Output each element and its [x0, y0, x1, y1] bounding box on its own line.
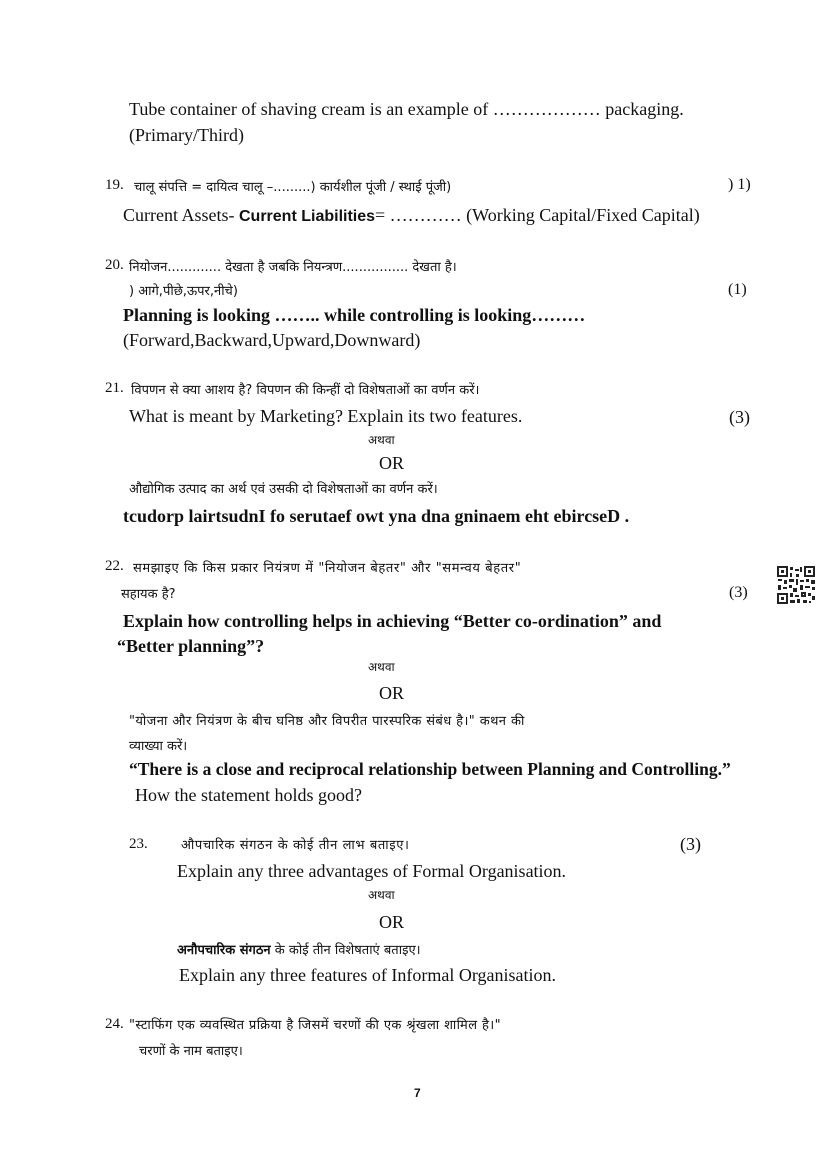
q23-or: OR: [379, 912, 405, 932]
q22-or: OR: [379, 683, 405, 703]
q19-number: 19.: [105, 177, 124, 193]
q23-alt-hindi-rest: के कोई तीन विशेषताएं बताइए।: [270, 943, 421, 958]
q20-english-options: (Forward,Backward,Upward,Downward): [123, 330, 421, 350]
q21-number: 21.: [105, 380, 124, 396]
q22-hindi-line2: सहायक है?: [121, 587, 176, 602]
q20-hindi-line2: ) आगे,पीछे,ऊपर,नीचे): [129, 284, 238, 299]
q19-english-part3: = ………… (Working Capital/Fixed Capital): [375, 205, 700, 225]
q24-number: 24.: [105, 1016, 124, 1032]
q19-marks: ) 1): [728, 176, 751, 193]
q19-english: [123, 205, 700, 226]
q22-athva: अथवा: [368, 660, 395, 674]
q22-alt-english-line2: How the statement holds good?: [135, 785, 362, 805]
q22-alt-english-line1: “There is a close and reciprocal relationship between Planning and Controlling.”: [129, 759, 731, 779]
q24-hindi-line1: "स्टाफिंग एक व्यवस्थित प्रक्रिया है जिसमें चरणों की एक श्रृंखला शामिल है।": [129, 1018, 501, 1033]
q21-alt-hindi: औद्योगिक उत्पाद का अर्थ एवं उसकी दो विशेषताओं का वर्णन करें।: [129, 482, 438, 497]
q20-number: 20.: [105, 257, 124, 273]
page-number: 7: [414, 1086, 421, 1100]
q19-english-part1: Current Assets-: [123, 205, 239, 225]
q23-alt-hindi: [177, 940, 421, 958]
q19-hindi: चालू संपत्ति = दायित्व चालू –.........) कार्यशील पूंजी / स्थाई पूंजी): [134, 180, 452, 195]
q18-options: (Primary/Third): [129, 125, 244, 145]
q19-english-part2: Current Liabilities: [239, 208, 376, 225]
q22-number: 22.: [105, 558, 124, 574]
q22-alt-hindi-line2: व्याख्या करें।: [129, 739, 188, 754]
q18-line1: Tube container of shaving cream is an example of ……………… packaging.: [129, 99, 684, 119]
q22-english-line2: “Better planning”?: [117, 636, 265, 656]
q22-english-line1: Explain how controlling helps in achieving “Better co-ordination” and: [123, 611, 662, 631]
q24-hindi-line2: चरणों के नाम बताइए।: [139, 1044, 243, 1059]
q20-hindi-line1: नियोजन............. देखता है जबकि नियन्त्रण................ देखता है।: [129, 260, 457, 275]
q23-english: Explain any three advantages of Formal Organisation.: [177, 861, 567, 881]
q22-marks: (3): [729, 584, 748, 601]
q21-english: What is meant by Marketing? Explain its two features.: [129, 406, 523, 426]
q20-english-line1: Planning is looking …….. while controlling is looking………: [123, 305, 586, 325]
q23-hindi: औपचारिक संगठन के कोई तीन लाभ बताइए।: [181, 838, 410, 853]
q23-alt-english: Explain any three features of Informal Organisation.: [179, 965, 557, 985]
q21-marks: (3): [729, 407, 750, 427]
q23-alt-hindi-bold: अनौपचारिक संगठन: [177, 943, 271, 958]
q21-hindi: विपणन से क्या आशय है? विपणन की किन्हीं दो विशेषताओं का वर्णन करें।: [131, 383, 480, 398]
q23-marks: (3): [680, 834, 701, 854]
q22-hindi-line1: समझाइए कि किस प्रकार नियंत्रण में "नियोजन बेहतर" और "समन्वय बेहतर": [133, 561, 522, 576]
qr-code-icon: [776, 565, 816, 605]
q22-alt-hindi-line1: "योजना और नियंत्रण के बीच घनिष्ठ और विपरीत पारस्परिक संबंध है।" कथन की: [129, 714, 525, 729]
q23-athva: अथवा: [368, 888, 395, 902]
q21-or: OR: [379, 453, 405, 473]
q21-alt-english: tcudorp lairtsudnI fo serutaef owt yna dna gninaem eht ebircseD .: [123, 506, 630, 526]
q23-number: 23.: [129, 836, 148, 852]
q21-athva: अथवा: [368, 433, 395, 447]
q20-marks: (1): [728, 281, 747, 298]
